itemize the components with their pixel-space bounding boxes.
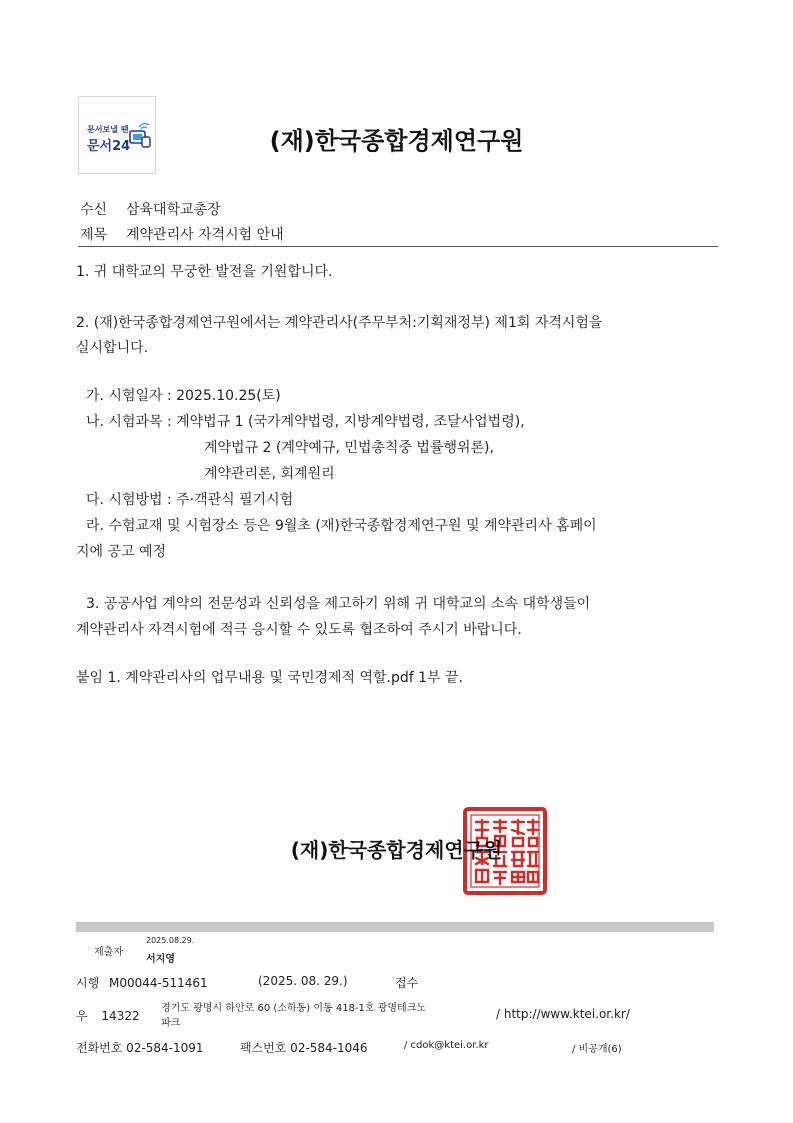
- disclosure-status: / 비공개(6): [572, 1044, 622, 1055]
- sender-name: (재)한국종합경제연구원: [290, 838, 503, 862]
- receive-label: 접수: [395, 976, 419, 990]
- subject-row: [80, 224, 284, 244]
- fax-number: 팩스번호 02-584-1046: [240, 1041, 368, 1055]
- item-exam-method: 다. 시험방법 : 주·객관식 필기시험: [86, 492, 294, 508]
- recipient-label: 수신: [80, 202, 108, 218]
- footer-divider-bar: [76, 922, 714, 932]
- attachment-line[interactable]: [76, 667, 463, 687]
- item-materials-line-2: 지에 공고 예정: [76, 544, 167, 560]
- subject-label: 제목: [80, 227, 108, 243]
- enforce-row: [76, 974, 208, 991]
- attachment-link[interactable]: 붙임 1. 계약관리사의 업무내용 및 국민경제적 역할.pdf 1부 끝.: [76, 670, 463, 686]
- zip-label: 우: [76, 1009, 88, 1023]
- zip-code: 14322: [101, 1009, 140, 1023]
- item-exam-subjects-line-3: 계약관리론, 회계원리: [204, 466, 335, 482]
- paragraph-2-line-2: 실시합니다.: [76, 340, 149, 356]
- logo-tagline: 문서보낼 땐: [87, 125, 129, 134]
- item-materials-line-1: 라. 수험교재 및 시험장소 등은 9월초 (재)한국종합경제연구원 및 계약관리사 홈페이: [86, 518, 597, 534]
- header-divider: [78, 246, 718, 247]
- email-link[interactable]: / cdok@ktei.or.kr: [404, 1040, 489, 1051]
- paragraph-3-line-1: 3. 공공사업 계약의 전문성과 신뢰성을 제고하기 위해 귀 대학교의 소속 대학생들이: [86, 596, 591, 612]
- website-link[interactable]: / http://www.ktei.or.kr/: [496, 1007, 630, 1021]
- subject-value: 계약관리사 자격시험 안내: [126, 227, 284, 243]
- paragraph-3-line-2: 계약관리사 자격시험에 적극 응시할 수 있도록 협조하여 주시기 바랍니다.: [76, 622, 522, 638]
- enforce-number: M00044-511461: [109, 976, 208, 990]
- drafter-label: 제출자: [94, 947, 123, 958]
- zip-row: [76, 1007, 140, 1024]
- enforce-label: 시행: [76, 976, 100, 990]
- phone-number: 전화번호 02-584-1091: [76, 1041, 204, 1055]
- address-line-1: 경기도 광명시 하안로 60 (소하동) 이동 418-1호 광명테크노: [161, 1003, 427, 1014]
- paragraph-1: 1. 귀 대학교의 무궁한 발전을 기원합니다.: [76, 264, 333, 280]
- drafter-name: 서지영: [146, 954, 175, 965]
- item-exam-subjects-line-1: 나. 시험과목 : 계약법규 1 (국가계약법령, 지방계약법령, 조달사업법령),: [86, 414, 525, 430]
- item-exam-date: 가. 시험일자 : 2025.10.25(토): [86, 388, 281, 404]
- recipient-value: 삼육대학교총장: [126, 202, 221, 218]
- draft-date: 2025.08.29.: [146, 936, 195, 945]
- logo-wordmark: 문서24: [87, 139, 131, 154]
- recipient-row: [80, 199, 221, 219]
- item-exam-subjects-line-2: 계약법규 2 (계약예규, 민법총칙중 법률행위론),: [204, 440, 494, 456]
- enforce-date: (2025. 08. 29.): [258, 974, 348, 988]
- document-title: (재)한국종합경제연구원: [269, 127, 524, 155]
- paragraph-2-line-1: 2. (재)한국종합경제연구원에서는 계약관리사(주무부처:기획재정부) 제1회 자격시험을: [76, 315, 603, 331]
- address-line-2: 파크: [161, 1018, 181, 1029]
